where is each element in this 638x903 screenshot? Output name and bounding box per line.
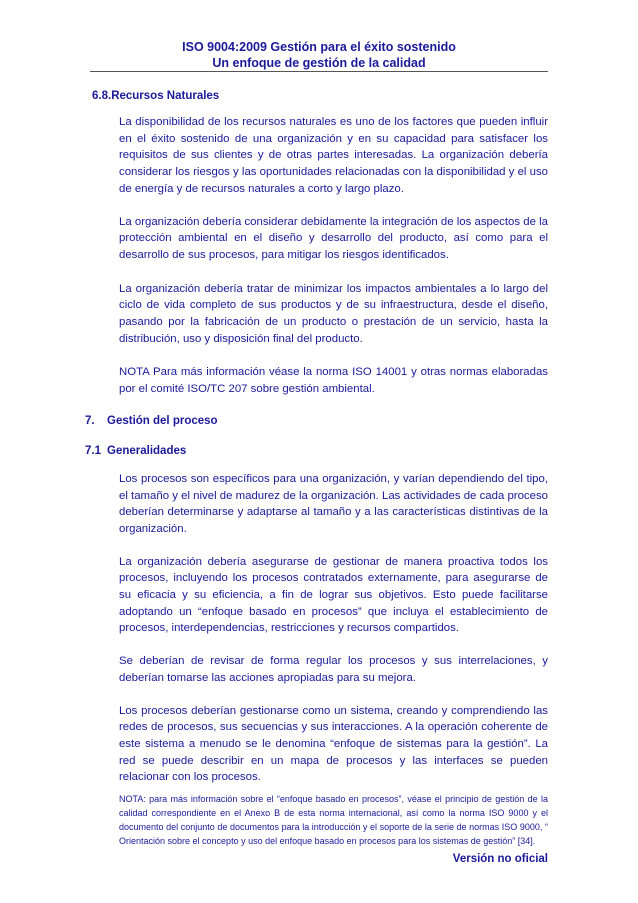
page-header bbox=[90, 39, 548, 71]
section-7-heading bbox=[85, 414, 548, 428]
paragraph: La disponibilidad de los recursos naturales es uno de los factores que pueden influir en el éxito sostenido de una organización y en su capacidad para satisfacer los requisitos de sus clientes y de otras partes interesadas. La organización debería considerar los riesgos y las oportunidades relacionadas con la disponibilidad y el uso de energía y de recursos naturales a corto y largo plazo. bbox=[119, 116, 548, 195]
paragraph: Los procesos son específicos para una organización, y varían dependiendo del tipo, el tamaño y el nivel de madurez de la organización. Las actividades de cada proceso deberían determinarse y adaptarse al tamaño y a las características distintivas de la organización. bbox=[119, 472, 548, 535]
note-small-text: NOTA: para más información sobre el “enfoque basado en procesos”, véase el principio de gestión de la calidad correspondiente en el Anexo B de esta norma internacional, así como la norma ISO 9000 y el documento del conjunto de documentos para la introducción y el soporte de la serie de normas ISO 9000, “ Orientación sobre el concepto y uso del enfoque basado en procesos para los sistemas de gestión” [34]. bbox=[119, 794, 548, 847]
header-subtitle: Un enfoque de gestión de la calidad bbox=[212, 56, 426, 70]
section-number: 6.8. bbox=[92, 90, 112, 102]
section-number: 7. bbox=[85, 414, 95, 427]
paragraph: La organización debería considerar debidamente la integración de los aspectos de la protección ambiental en el diseño y desarrollo del producto, así como para el desarrollo de sus procesos, para mitigar los riesgos identificados. bbox=[119, 215, 548, 261]
header-divider bbox=[90, 71, 548, 72]
paragraph: La organización debería asegurarse de gestionar de manera proactiva todos los procesos, incluyendo los procesos contratados externamente, para asegurarse de su eficacia y su eficiencia, a fin de lograr sus objetivos. Esto puede facilitarse adoptando un “enfoque basado en procesos” que incluya el establecimiento de procesos, interdependencias, restricciones y recursos compartidos. bbox=[119, 555, 548, 635]
section-6-8-heading bbox=[92, 89, 548, 103]
section-title: Generalidades bbox=[107, 444, 187, 457]
header-title: ISO 9004:2009 Gestión para el éxito sostenido bbox=[182, 40, 456, 54]
paragraph: Se deberían de revisar de forma regular los procesos y sus interrelaciones, y deberían tomarse las acciones apropiadas para su mejora. bbox=[119, 655, 548, 684]
document-body bbox=[85, 89, 548, 848]
section-7-1-heading bbox=[85, 444, 548, 458]
section-title: Gestión del proceso bbox=[107, 414, 218, 427]
section-number: 7.1 bbox=[85, 444, 101, 457]
paragraph: La organización debería tratar de minimizar los impactos ambientales a lo largo del ciclo de vida completo de sus productos y de su infraestructura, desde el diseño, pasando por la fabricación de un producto o prestación de un servicio, hasta la distribución, uso y disposición final del producto. bbox=[119, 282, 548, 345]
footer-version-label: Versión no oficial bbox=[452, 853, 548, 865]
note-paragraph: NOTA Para más información véase la norma ISO 14001 y otras normas elaboradas por el comité ISO/TC 207 sobre gestión ambiental. bbox=[119, 366, 548, 396]
section-title: Recursos Naturales bbox=[111, 90, 220, 102]
paragraph: Los procesos deberían gestionarse como un sistema, creando y comprendiendo las redes de procesos, sus secuencias y sus interacciones. A la operación coherente de este sistema a menudo se le denomina “enfoque de sistemas para la gestión”. La red se puede describir en un mapa de procesos y las interfaces se pueden relacionar con los procesos. bbox=[119, 704, 548, 784]
